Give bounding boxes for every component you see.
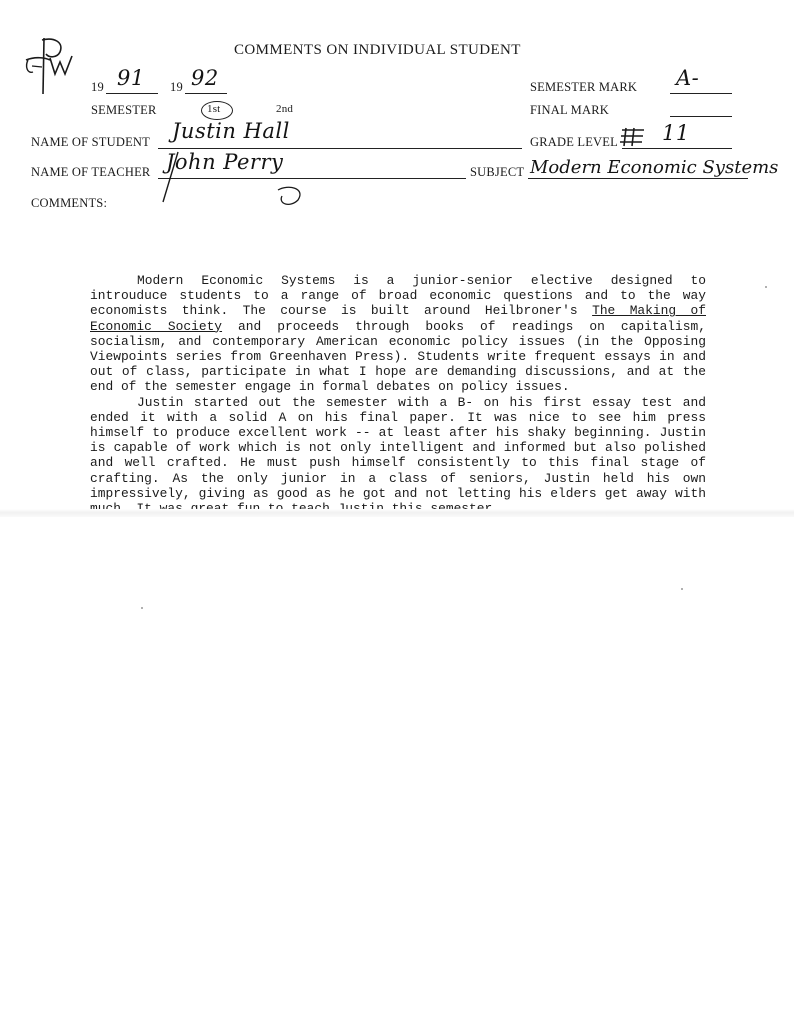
paper-speck (141, 607, 143, 609)
comment-paragraph-course (90, 273, 706, 395)
semester-mark-value: A- (676, 66, 700, 90)
semester-first: 1st (207, 103, 221, 115)
course-description-text: Modern Economic Systems is a junior-senior elective designed to introuduce students to a range of broad economic questions and to the way economists think. The course is built around Heilbroner's (90, 273, 706, 319)
student-name-value: Justin Hall (172, 119, 290, 143)
semester-second: 2nd (276, 103, 294, 115)
logo-text: FW (20, 36, 22, 37)
teacher-name-value: John Perry (166, 150, 284, 174)
grade-level-label: GRADE LEVEL (530, 135, 618, 149)
signature-flourish (160, 150, 310, 210)
book-title: The Making of Economic Society (90, 303, 706, 334)
year-start-value: 91 (117, 66, 145, 90)
student-name-label: NAME OF STUDENT (31, 135, 150, 149)
comments-body (90, 273, 706, 516)
comment-paragraph-student: Justin started out the semester with a B- on his first essay test and ended it with a solid A on his final paper. It was nice to see him press himself to produce excellent work -- at least after his shaky beginning. Justin is capable of work which is not only intelligent and informed but also polished and well crafted. He must push himself consistently to this final stage of crafting. As the only junior in a class of seniors, Justin held his own impressively, giving as good as he got and not letting his elders get away with (90, 394, 706, 501)
paper-fold-shadow (0, 509, 794, 517)
semester-label: SEMESTER (91, 103, 157, 117)
subject-label: SUBJECT (470, 165, 525, 179)
final-mark-line (670, 116, 732, 117)
course-description-text-continued: and proceeds through books of readings on capitalism, socialism, and contemporary American economic policy issues (in the Opposing Viewpoints series from Greenhaven Press). Students write frequent essays in and out of class, participate in what I hope are demanding discussions, and at the end of the semester engage in formal debates on policy issues. (90, 318, 706, 395)
fw-monogram-logo (20, 36, 80, 98)
year-start-line (106, 93, 158, 94)
semester-mark-label: SEMESTER MARK (530, 80, 638, 94)
paper-speck (681, 588, 683, 590)
crossed-out-mark (618, 124, 648, 150)
comments-label: COMMENTS: (31, 196, 108, 210)
subject-value: Modern Economic Systems (530, 157, 779, 178)
final-mark-label: FINAL MARK (530, 103, 609, 117)
paper-speck (765, 286, 767, 288)
page-title: COMMENTS ON INDIVIDUAL STUDENT (234, 42, 521, 58)
year-end-line (185, 93, 227, 94)
year-prefix-start: 19 (91, 80, 104, 94)
semester-mark-line (670, 93, 732, 94)
student-name-line (158, 148, 522, 149)
grade-level-value: 11 (662, 121, 690, 145)
year-prefix-end: 19 (170, 80, 183, 94)
teacher-name-label: NAME OF TEACHER (31, 165, 151, 179)
year-end-value: 92 (191, 66, 219, 90)
subject-line (528, 178, 748, 179)
